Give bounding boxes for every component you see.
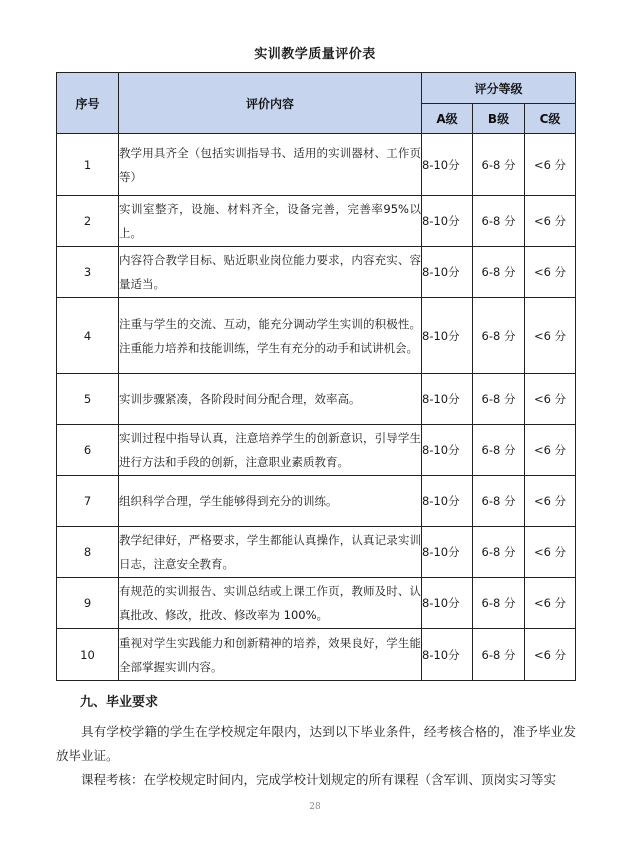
row-grade-b: 6-8 分	[473, 374, 525, 425]
table-row	[57, 134, 576, 196]
row-grade-a: 8-10分	[422, 196, 473, 247]
row-grade-c: <6 分	[525, 247, 576, 298]
row-grade-c: <6 分	[525, 196, 576, 247]
row-content: 实训步骤紧凑，各阶段时间分配合理，效率高。	[119, 374, 422, 425]
row-grade-a: 8-10分	[422, 374, 473, 425]
row-content: 注重与学生的交流、互动，能充分调动学生实训的积极性。注重能力培养和技能训练，学生有充分的动手和试讲机会。	[119, 298, 422, 374]
table-row	[57, 578, 576, 629]
row-index: 10	[57, 629, 119, 681]
table-title: 实训教学质量评价表	[254, 47, 376, 62]
row-grade-a: 8-10分	[422, 476, 473, 527]
row-grade-a: 8-10分	[422, 134, 473, 196]
section-heading: 九、毕业要求	[80, 695, 159, 710]
row-content: 实训室整齐，设施、材料齐全，设备完善，完善率95%以上。	[119, 196, 422, 247]
row-index: 7	[57, 476, 119, 527]
table-row	[57, 298, 576, 374]
row-index: 5	[57, 374, 119, 425]
row-index: 6	[57, 425, 119, 476]
page-number: 28	[309, 802, 321, 812]
evaluation-table	[56, 72, 576, 681]
row-grade-c: <6 分	[525, 527, 576, 578]
header-grade-b: B级	[473, 104, 525, 134]
row-grade-c: <6 分	[525, 578, 576, 629]
paragraph-course-assessment: 课程考核：在学校规定时间内，完成学校计划规定的所有课程（含军训、顶岗实习等实	[81, 772, 557, 787]
row-grade-b: 6-8 分	[473, 134, 525, 196]
row-index: 4	[57, 298, 119, 374]
row-grade-a: 8-10分	[422, 298, 473, 374]
header-content: 评价内容	[119, 73, 422, 134]
row-grade-b: 6-8 分	[473, 247, 525, 298]
row-grade-b: 6-8 分	[473, 298, 525, 374]
row-grade-c: <6 分	[525, 374, 576, 425]
table-row	[57, 374, 576, 425]
row-index: 2	[57, 196, 119, 247]
row-grade-c: <6 分	[525, 298, 576, 374]
row-content: 内容符合教学目标、贴近职业岗位能力要求，内容充实、容量适当。	[119, 247, 422, 298]
row-grade-c: <6 分	[525, 629, 576, 681]
row-grade-a: 8-10分	[422, 527, 473, 578]
row-grade-a: 8-10分	[422, 247, 473, 298]
row-grade-b: 6-8 分	[473, 629, 525, 681]
table-row	[57, 527, 576, 578]
table-row	[57, 196, 576, 247]
paragraph-graduation-conditions: 具有学校学籍的学生在学校规定年限内，达到以下毕业条件，经考核合格的，准予毕业发放毕业证。	[56, 724, 576, 763]
row-content: 教学用具齐全（包括实训指导书、适用的实训器材、工作页等）	[119, 134, 422, 196]
table-row	[57, 629, 576, 681]
row-grade-a: 8-10分	[422, 425, 473, 476]
table-row	[57, 247, 576, 298]
row-content: 组织科学合理，学生能够得到充分的训练。	[119, 476, 422, 527]
row-content: 教学纪律好，严格要求，学生都能认真操作，认真记录实训日志，注意安全教育。	[119, 527, 422, 578]
row-grade-b: 6-8 分	[473, 425, 525, 476]
row-content: 有规范的实训报告、实训总结或上课工作页，教师及时、认真批改、修改，批改、修改率为 100%。	[119, 578, 422, 629]
row-grade-b: 6-8 分	[473, 196, 525, 247]
row-index: 8	[57, 527, 119, 578]
table-row	[57, 476, 576, 527]
header-grade-a: A级	[422, 104, 473, 134]
row-index: 3	[57, 247, 119, 298]
row-grade-c: <6 分	[525, 476, 576, 527]
row-grade-c: <6 分	[525, 134, 576, 196]
table-row	[57, 425, 576, 476]
row-grade-a: 8-10分	[422, 578, 473, 629]
row-grade-b: 6-8 分	[473, 476, 525, 527]
row-index: 1	[57, 134, 119, 196]
row-grade-b: 6-8 分	[473, 578, 525, 629]
row-index: 9	[57, 578, 119, 629]
row-grade-c: <6 分	[525, 425, 576, 476]
header-grade-group: 评分等级	[422, 73, 576, 104]
row-grade-a: 8-10分	[422, 629, 473, 681]
row-grade-b: 6-8 分	[473, 527, 525, 578]
row-content: 实训过程中指导认真，注意培养学生的创新意识，引导学生进行方法和手段的创新，注意职业素质教育。	[119, 425, 422, 476]
header-grade-c: C级	[525, 104, 576, 134]
header-index: 序号	[57, 73, 119, 134]
row-content: 重视对学生实践能力和创新精神的培养，效果良好，学生能全部掌握实训内容。	[119, 629, 422, 681]
